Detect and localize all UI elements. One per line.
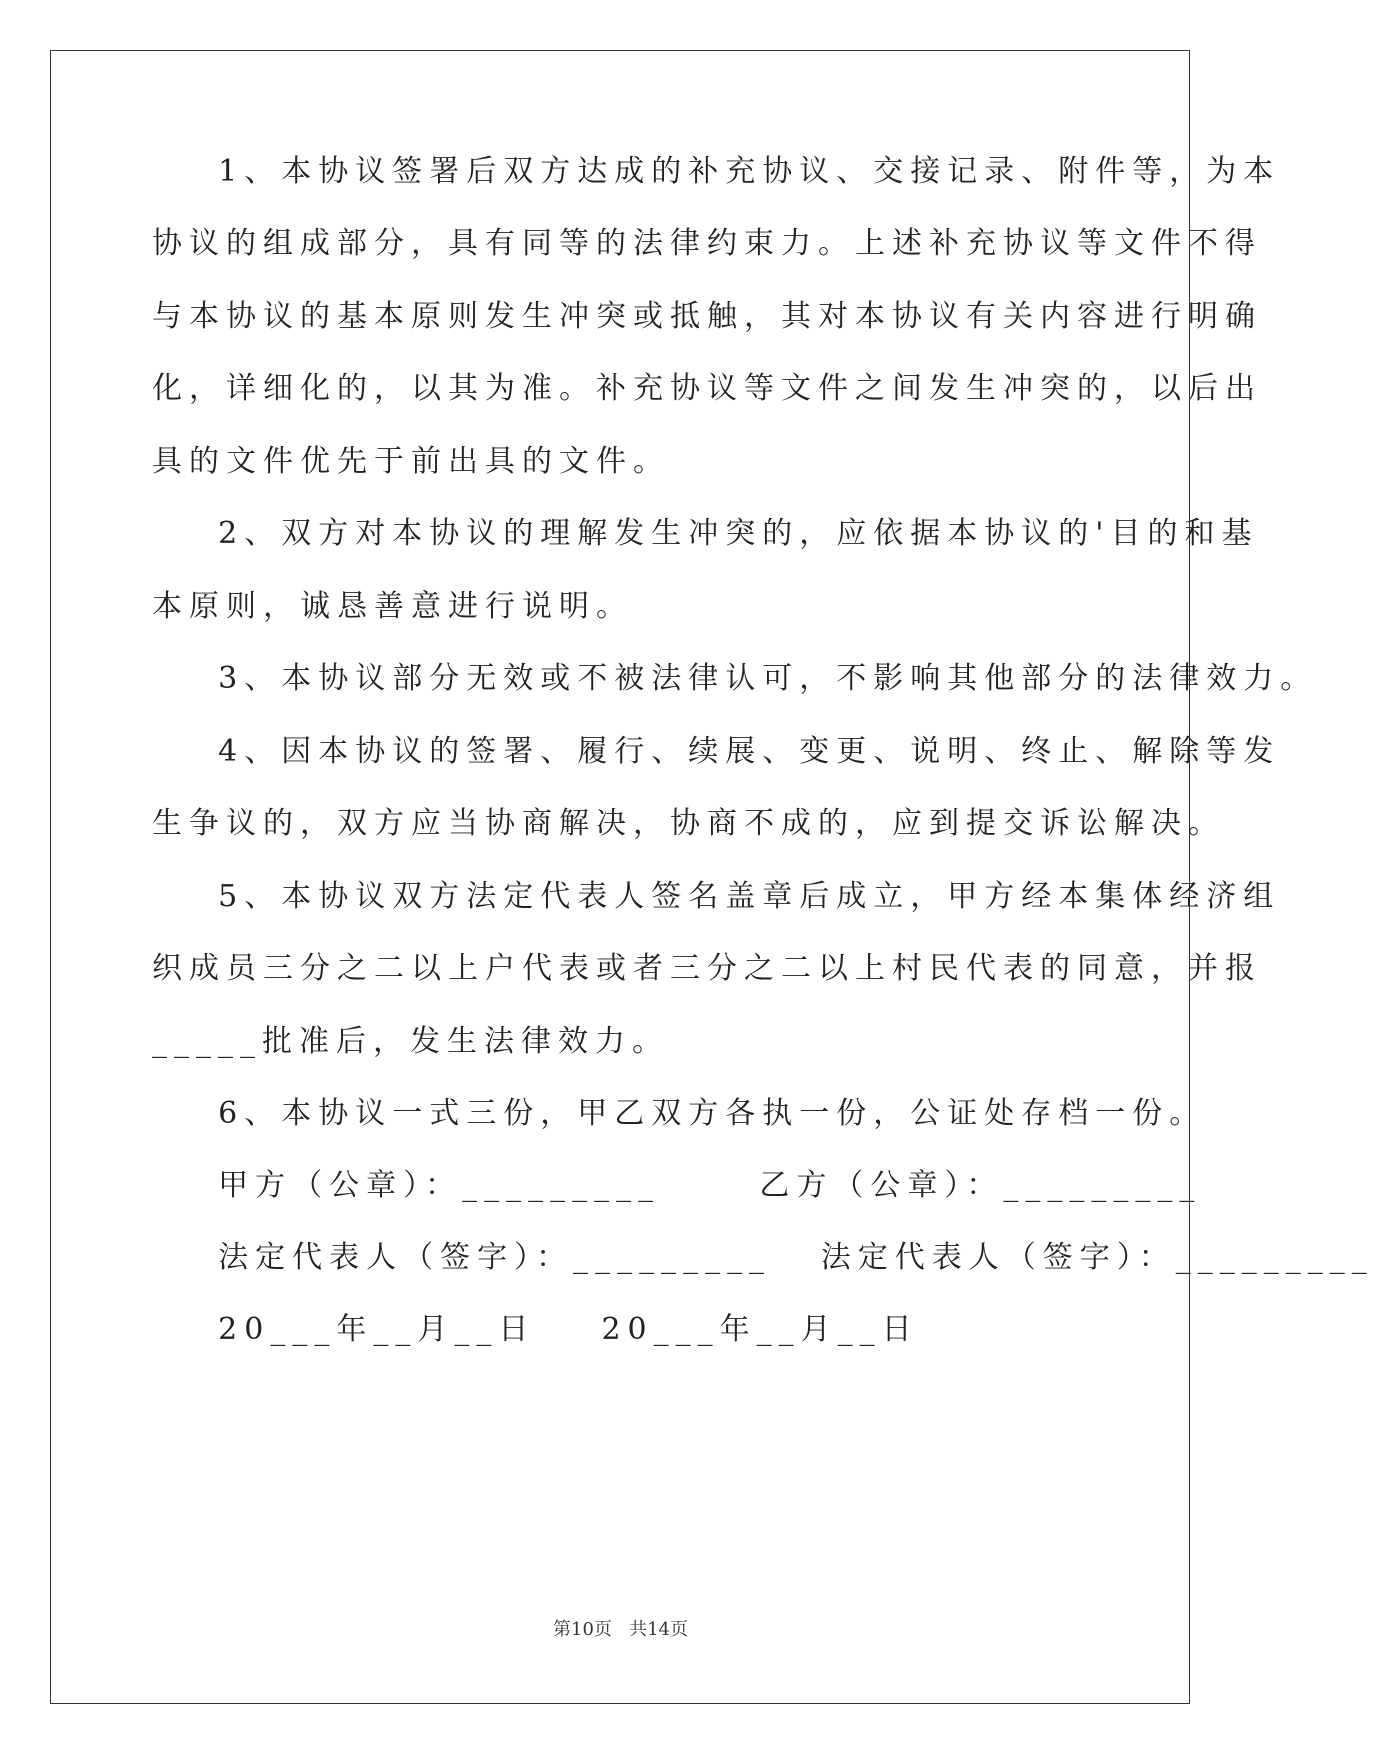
- signature-line-representative: 法定代表人（签字）：_________ 法定代表人（签字）：_________: [152, 1240, 1374, 1275]
- signature-line-seal: 甲方（公章）：_________ 乙方（公章）：_________: [152, 1168, 1202, 1203]
- body-line: 2、双方对本协议的理解发生冲突的，应依据本协议的'目的和基: [152, 516, 1259, 551]
- body-line: 3、本协议部分无效或不被法律认可，不影响其他部分的法律效力。: [152, 661, 1318, 696]
- body-line: 6、本协议一式三份，甲乙双方各执一份，公证处存档一份。: [152, 1096, 1207, 1131]
- body-line: 织成员三分之二以上户代表或者三分之二以上村民代表的同意，并报: [152, 951, 1262, 986]
- body-line: 生争议的，双方应当协商解决，协商不成的，应到提交诉讼解决。: [152, 806, 1225, 841]
- date-line: 20___年__月__日 20___年__月__日: [152, 1312, 919, 1347]
- body-line: 5、本协议双方法定代表人签名盖章后成立，甲方经本集体经济组: [152, 879, 1281, 914]
- body-line: 化，详细化的，以其为准。补充协议等文件之间发生冲突的，以后出: [152, 371, 1262, 406]
- page-number-footer: 第10页 共14页: [553, 1619, 688, 1640]
- body-line: 具的文件优先于前出具的文件。: [152, 444, 670, 479]
- body-line: 1、本协议签署后双方达成的补充协议、交接记录、附件等，为本: [152, 154, 1281, 189]
- body-line: 协议的组成部分，具有同等的法律约束力。上述补充协议等文件不得: [152, 226, 1262, 261]
- body-line: 4、因本协议的签署、履行、续展、变更、说明、终止、解除等发: [152, 734, 1281, 769]
- body-line: 与本协议的基本原则发生冲突或抵触，其对本协议有关内容进行明确: [152, 299, 1262, 334]
- body-line: 本原则，诚恳善意进行说明。: [152, 589, 633, 624]
- body-line: _____批准后，发生法律效力。: [152, 1024, 669, 1059]
